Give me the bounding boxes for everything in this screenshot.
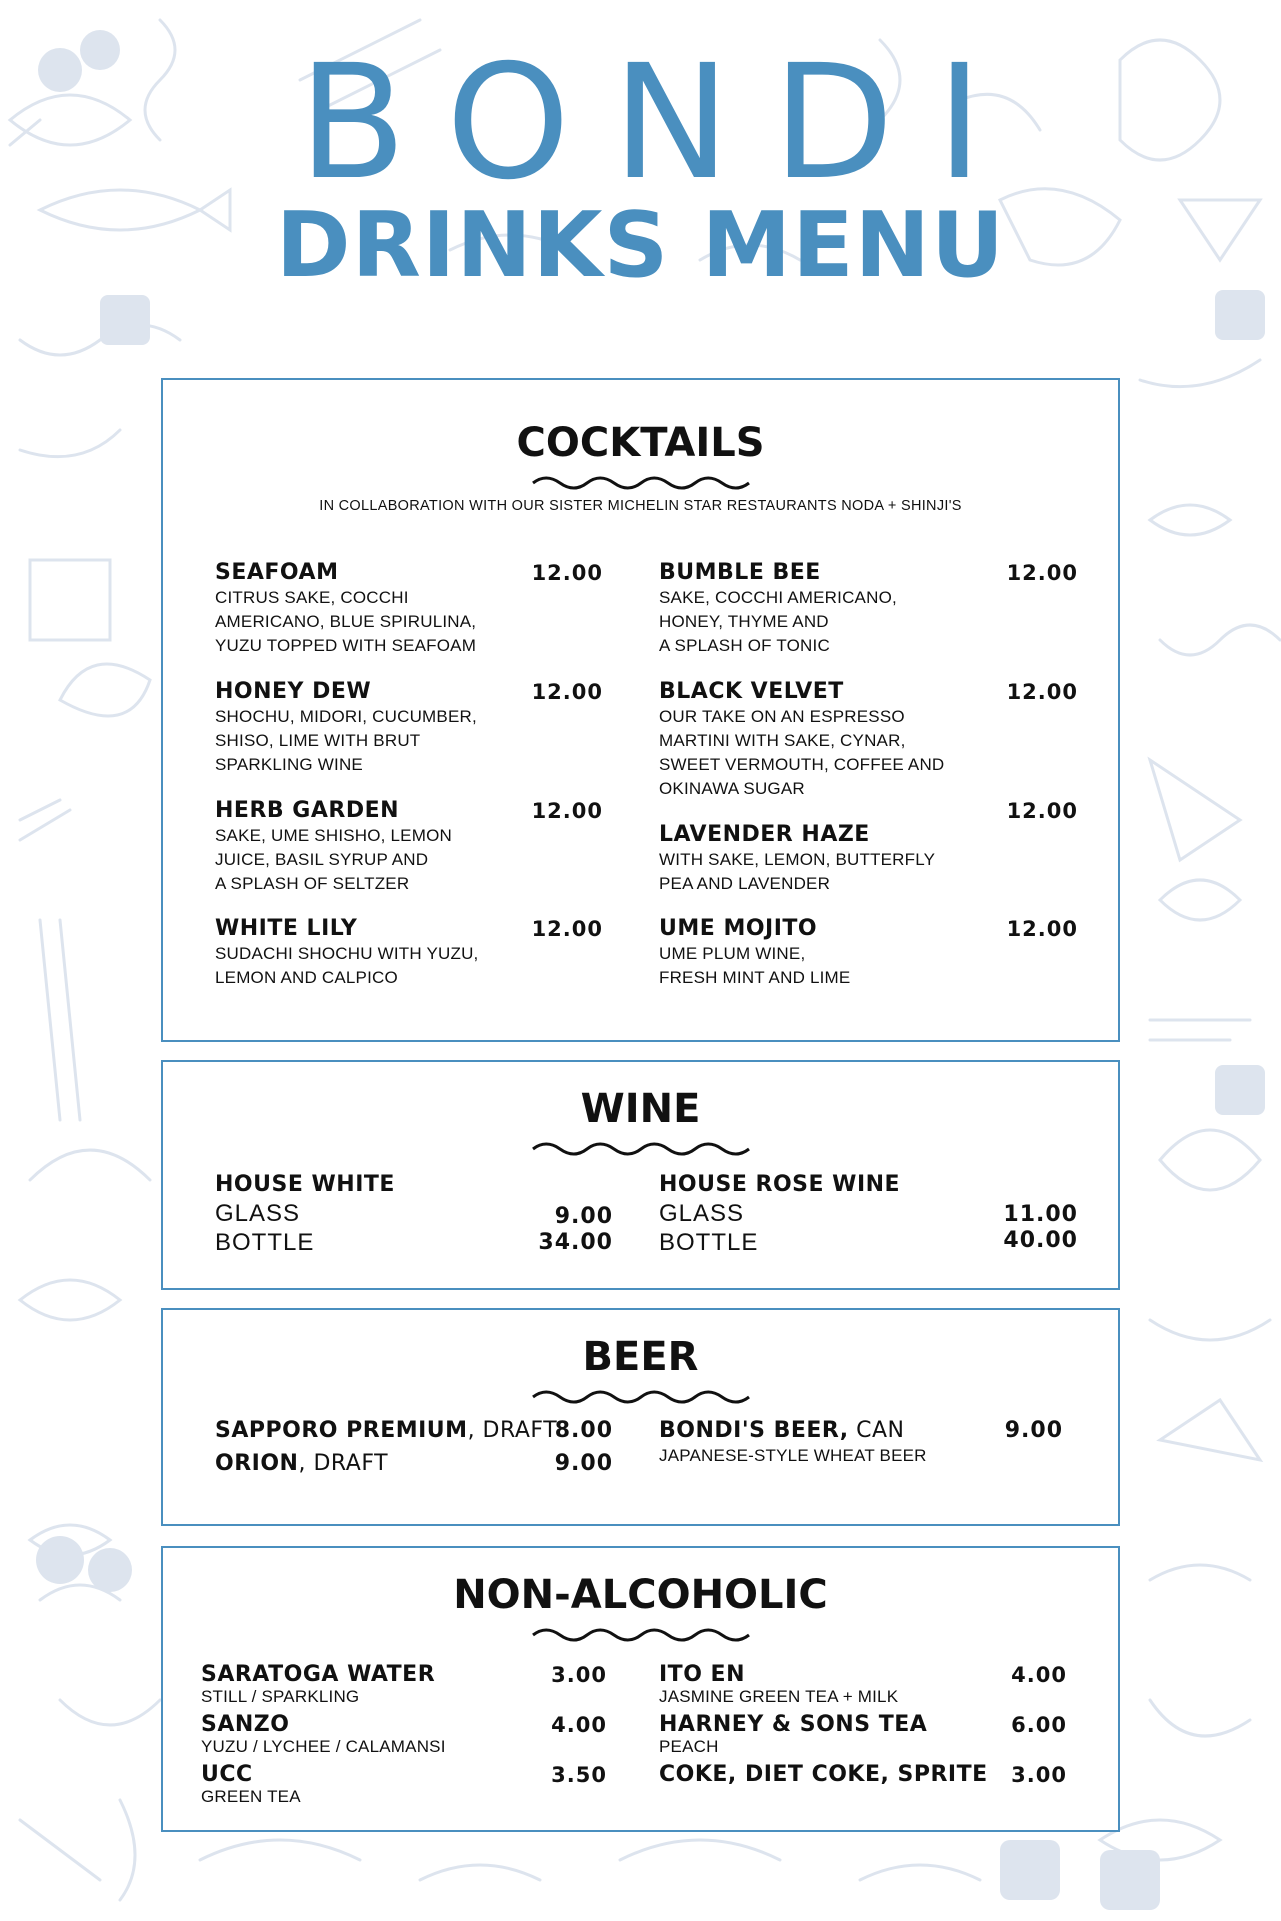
menu-subtitle: DRINKS MENU — [275, 193, 1006, 298]
beer-price: 8.00 — [554, 1418, 613, 1443]
item-name: SARATOGA WATER — [201, 1662, 436, 1687]
beer-title: BEER — [582, 1334, 699, 1380]
wine-panel — [161, 1060, 1120, 1290]
item-price: 6.00 — [1011, 1713, 1067, 1737]
cocktail-item — [659, 679, 989, 801]
item-desc-line: OKINAWA SUGAR — [659, 779, 805, 798]
item-name: BLACK VELVET — [659, 679, 844, 704]
item-name: ITO EN — [659, 1662, 745, 1687]
item-desc-line: WITH SAKE, LEMON, BUTTERFLY — [659, 850, 936, 869]
item-desc-line: SUDACHI SHOCHU WITH YUZU, — [215, 944, 479, 963]
beer-name: ORION — [215, 1451, 299, 1476]
item-name: SANZO — [201, 1712, 290, 1737]
wine-title: WINE — [580, 1086, 701, 1132]
item-name: UCC — [201, 1762, 253, 1787]
non-alcoholic-item — [201, 1662, 435, 1706]
cocktails-tagline: IN COLLABORATION WITH OUR SISTER MICHELIN STAR RESTAURANTS NODA + SHINJI'S — [319, 498, 962, 514]
wine-white-glass-label: GLASS — [215, 1200, 301, 1227]
item-name: HERB GARDEN — [215, 798, 400, 823]
item-desc: PEACH — [659, 1737, 719, 1756]
beer-desc: JAPANESE-STYLE WHEAT BEER — [659, 1446, 927, 1465]
wine-white-glass-price: 9.00 — [554, 1204, 613, 1229]
wine-white-bottle-price: 34.00 — [538, 1230, 613, 1255]
item-price: 12.00 — [531, 561, 603, 585]
beer-panel — [161, 1308, 1120, 1526]
item-desc: JASMINE GREEN TEA + MILK — [659, 1687, 899, 1706]
item-desc-line: CITRUS SAKE, COCCHI — [215, 588, 409, 607]
item-price: 12.00 — [1006, 561, 1078, 585]
item-name: WHITE LILY — [215, 916, 358, 941]
item-desc-line: SHISO, LIME WITH BRUT — [215, 731, 421, 750]
item-desc-line: UME PLUM WINE, — [659, 944, 806, 963]
wine-white-bottle-label: BOTTLE — [215, 1229, 315, 1256]
cocktail-item — [215, 916, 545, 990]
item-desc-line: HONEY, THYME AND — [659, 612, 829, 631]
item-desc-line: PEA AND LAVENDER — [659, 874, 831, 893]
wine-rose-name: HOUSE ROSE WINE — [659, 1172, 901, 1197]
beer-orion — [215, 1451, 388, 1477]
item-name: HARNEY & SONS TEA — [659, 1712, 928, 1737]
non-alcoholic-item — [201, 1762, 301, 1806]
brand-title: BONDI — [298, 31, 1025, 215]
item-name: SEAFOAM — [215, 560, 339, 585]
cocktail-item — [659, 822, 989, 896]
cocktail-item — [215, 560, 545, 658]
cocktail-item — [659, 916, 989, 990]
item-price: 12.00 — [1006, 799, 1078, 823]
non-alcoholic-title: NON-ALCOHOLIC — [453, 1572, 828, 1618]
item-price: 12.00 — [531, 799, 603, 823]
wine-white-name: HOUSE WHITE — [215, 1172, 395, 1197]
item-price: 3.00 — [1011, 1763, 1067, 1787]
cocktails-title: COCKTAILS — [516, 420, 765, 466]
item-desc-line: SHOCHU, MIDORI, CUCUMBER, — [215, 707, 477, 726]
item-desc-line: JUICE, BASIL SYRUP AND — [215, 850, 429, 869]
item-desc-line: AMERICANO, BLUE SPIRULINA, — [215, 612, 477, 631]
item-desc-line: OUR TAKE ON AN ESPRESSO — [659, 707, 905, 726]
wave-divider-icon — [531, 1386, 751, 1408]
non-alcoholic-item — [659, 1712, 927, 1756]
wave-divider-icon — [531, 472, 751, 494]
beer-serve: , DRAFT — [467, 1418, 558, 1443]
beer-serve: CAN — [848, 1418, 905, 1443]
item-price: 4.00 — [551, 1713, 607, 1737]
beer-name: BONDI'S BEER, — [659, 1418, 849, 1443]
wine-rose-bottle-price: 40.00 — [1003, 1228, 1078, 1253]
item-desc-line: LEMON AND CALPICO — [215, 968, 398, 987]
item-price: 12.00 — [1006, 680, 1078, 704]
item-desc-line: A SPLASH OF SELTZER — [215, 874, 410, 893]
item-desc-line: YUZU TOPPED WITH SEAFOAM — [215, 636, 477, 655]
wine-rose-bottle-label: BOTTLE — [659, 1229, 759, 1256]
item-desc-line: A SPLASH OF TONIC — [659, 636, 830, 655]
cocktail-item — [215, 679, 545, 777]
non-alcoholic-item — [659, 1662, 898, 1706]
item-desc-line: SAKE, UME SHISHO, LEMON — [215, 826, 452, 845]
cocktail-item — [659, 560, 989, 658]
beer-serve: , DRAFT — [298, 1451, 389, 1476]
cocktail-item — [215, 798, 545, 896]
cocktails-panel — [161, 378, 1120, 1042]
item-desc-line: SWEET VERMOUTH, COFFEE AND — [659, 755, 945, 774]
beer-name: SAPPORO PREMIUM — [215, 1418, 468, 1443]
item-desc: STILL / SPARKLING — [201, 1687, 360, 1706]
non-alcoholic-item — [201, 1712, 446, 1756]
wine-rose-glass-label: GLASS — [659, 1200, 745, 1227]
item-name: COKE, DIET COKE, SPRITE — [659, 1762, 988, 1787]
item-price: 3.50 — [551, 1763, 607, 1787]
item-desc-line: SPARKLING WINE — [215, 755, 363, 774]
beer-price: 9.00 — [554, 1451, 613, 1476]
item-desc: YUZU / LYCHEE / CALAMANSI — [201, 1737, 446, 1756]
item-price: 12.00 — [1006, 917, 1078, 941]
item-price: 12.00 — [531, 917, 603, 941]
item-desc-line: SAKE, COCCHI AMERICANO, — [659, 588, 897, 607]
item-price: 3.00 — [551, 1663, 607, 1687]
item-desc-line: MARTINI WITH SAKE, CYNAR, — [659, 731, 906, 750]
non-alcoholic-panel — [161, 1546, 1120, 1832]
item-name: UME MOJITO — [659, 916, 818, 941]
item-price: 12.00 — [531, 680, 603, 704]
wine-rose-glass-price: 11.00 — [1003, 1202, 1078, 1227]
item-desc: GREEN TEA — [201, 1787, 301, 1806]
item-name: BUMBLE BEE — [659, 560, 821, 585]
wave-divider-icon — [531, 1624, 751, 1646]
beer-bondis — [659, 1418, 904, 1444]
beer-price: 9.00 — [1004, 1418, 1063, 1443]
item-price: 4.00 — [1011, 1663, 1067, 1687]
wave-divider-icon — [531, 1138, 751, 1160]
item-desc-line: FRESH MINT AND LIME — [659, 968, 851, 987]
non-alcoholic-item — [659, 1762, 988, 1788]
item-name: HONEY DEW — [215, 679, 372, 704]
item-name: LAVENDER HAZE — [659, 822, 870, 847]
